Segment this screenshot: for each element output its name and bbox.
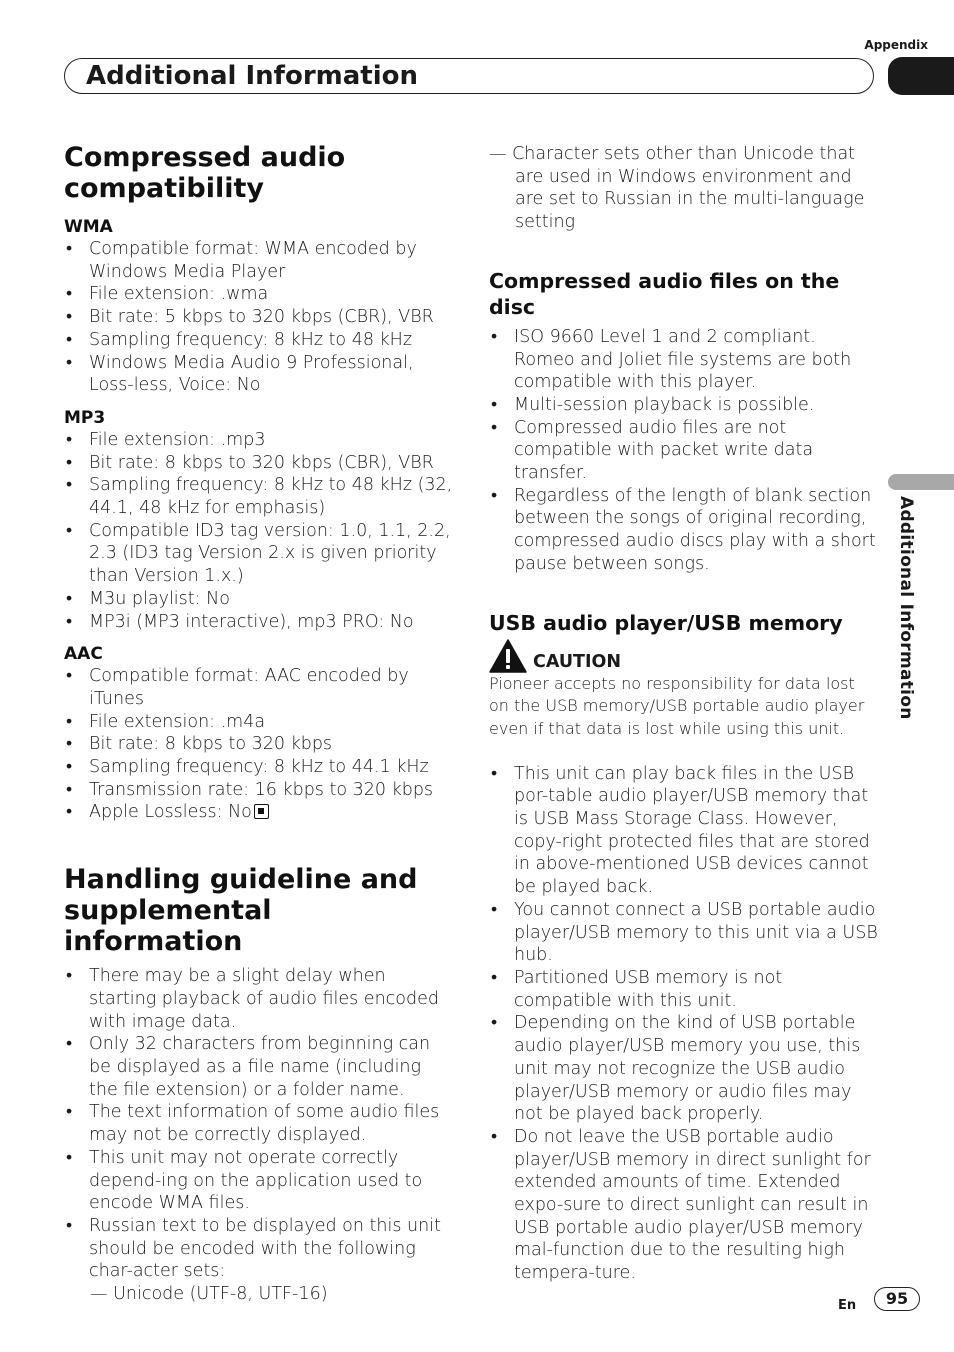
handling-list [64, 965, 454, 1283]
list-item: • Bit rate: 5 kbps to 320 kbps (CBR), VBR [64, 306, 454, 329]
mp3-heading: MP3 [64, 407, 106, 428]
list-item: • Depending on the kind of USB portable audio player/USB memory you use, this unit may not recognize the USB audio player/USB memory or audio files may not be played back properly. [489, 1012, 879, 1126]
section-tab-marker [888, 57, 954, 95]
caution-label: CAUTION [533, 651, 622, 672]
list-item: • M3u playlist: No [64, 588, 454, 611]
mp3-list [64, 429, 454, 633]
list-item: • This unit may not operate correctly depend-ing on the application used to encode WMA files. [64, 1147, 454, 1215]
list-item [64, 801, 454, 824]
side-tab-marker [888, 474, 954, 490]
right-column [489, 143, 879, 1285]
disc-title: Compressed audio files on the disc [489, 268, 840, 319]
warning-icon [489, 639, 527, 673]
list-item: • MP3i (MP3 interactive), mp3 PRO: No [64, 611, 454, 634]
list-item: • Regardless of the length of blank section between the songs of original recording, compressed audio discs play with a short pause between songs. [489, 485, 879, 576]
list-item: • Sampling frequency: 8 kHz to 44.1 kHz [64, 756, 454, 779]
list-item: • Compatible format: AAC encoded by iTunes [64, 665, 454, 710]
list-item: • This unit can play back files in the USB por-table audio player/USB memory that is USB Mass Storage Class. However, copy-right protected files that are stored in above-mentioned USB devices cannot be played back. [489, 763, 879, 899]
page-number: 95 [874, 1287, 920, 1311]
apple-lossless-text: Apple Lossless: No [89, 802, 252, 823]
list-item: • Sampling frequency: 8 kHz to 48 kHz [64, 329, 454, 352]
left-column [64, 140, 454, 1306]
list-item: • Compatible format: WMA encoded by Windows Media Player [64, 238, 454, 283]
list-item: • File extension: .wma [64, 283, 454, 306]
list-item: • Compatible ID3 tag version: 1.0, 1.1, 2.2, 2.3 (ID3 tag Version 2.x is given priority than Version 1.x.) [64, 520, 454, 588]
charset-non-unicode: — Character sets other than Unicode that are used in Windows environment and are set to Russian in the multi-language setting [489, 144, 865, 233]
aac-list [64, 665, 454, 824]
caution-text: Pioneer accepts no responsibility for data lost on the USB memory/USB portable audio player even if that data is lost while using this unit. [489, 673, 865, 738]
language-label: En [838, 1298, 857, 1313]
compressed-audio-title: Compressed audio compatibility [64, 142, 346, 204]
appendix-label: Appendix [864, 38, 928, 52]
list-item: • Bit rate: 8 kbps to 320 kbps (CBR), VBR [64, 452, 454, 475]
list-item: • File extension: .mp3 [64, 429, 454, 452]
list-item: • Windows Media Audio 9 Professional, Loss-less, Voice: No [64, 352, 454, 397]
usb-list [489, 763, 879, 1285]
list-item: • Bit rate: 8 kbps to 320 kbps [64, 733, 454, 756]
list-item: • The text information of some audio files may not be correctly displayed. [64, 1101, 454, 1146]
list-item: • Partitioned USB memory is not compatible with this unit. [489, 967, 879, 1012]
list-item: • There may be a slight delay when starting playback of audio files encoded with image data. [64, 965, 454, 1033]
section-title: Additional Information [86, 61, 419, 91]
list-item: • Compressed audio files are not compatible with packet write data transfer. [489, 417, 879, 485]
list-item: • ISO 9660 Level 1 and 2 compliant. Romeo and Joliet file systems are both compatible with this player. [489, 326, 879, 394]
list-item: • Do not leave the USB portable audio player/USB memory in direct sunlight for extended amounts of time. Extended expo-sure to direct sunlight can result in USB portable audio player/USB memory mal-function due to the resulting high tempera-ture. [489, 1126, 879, 1285]
caution-heading [489, 639, 879, 673]
wma-list [64, 238, 454, 397]
usb-title: USB audio player/USB memory [489, 610, 843, 635]
handling-title: Handling guideline and supplemental information [64, 864, 418, 958]
side-tab-label: Additional Information [896, 496, 916, 720]
aac-heading: AAC [64, 644, 103, 665]
charset-unicode: — Unicode (UTF-8, UTF-16) [90, 1284, 328, 1305]
list-item: • Russian text to be displayed on this unit should be encoded with the following char-acter sets: [64, 1215, 454, 1283]
wma-heading: WMA [64, 217, 113, 237]
disc-list [489, 326, 879, 576]
list-item: • Multi-session playback is possible. [489, 394, 879, 417]
list-item: • You cannot connect a USB portable audio player/USB memory to this unit via a USB hub. [489, 899, 879, 967]
list-item: • Transmission rate: 16 kbps to 320 kbps [64, 779, 454, 802]
end-mark-icon [254, 804, 269, 819]
list-item: • File extension: .m4a [64, 711, 454, 734]
list-item: • Sampling frequency: 8 kHz to 48 kHz (32, 44.1, 48 kHz for emphasis) [64, 474, 454, 519]
list-item: • Only 32 characters from beginning can be displayed as a file name (including the file extension) or a folder name. [64, 1033, 454, 1101]
